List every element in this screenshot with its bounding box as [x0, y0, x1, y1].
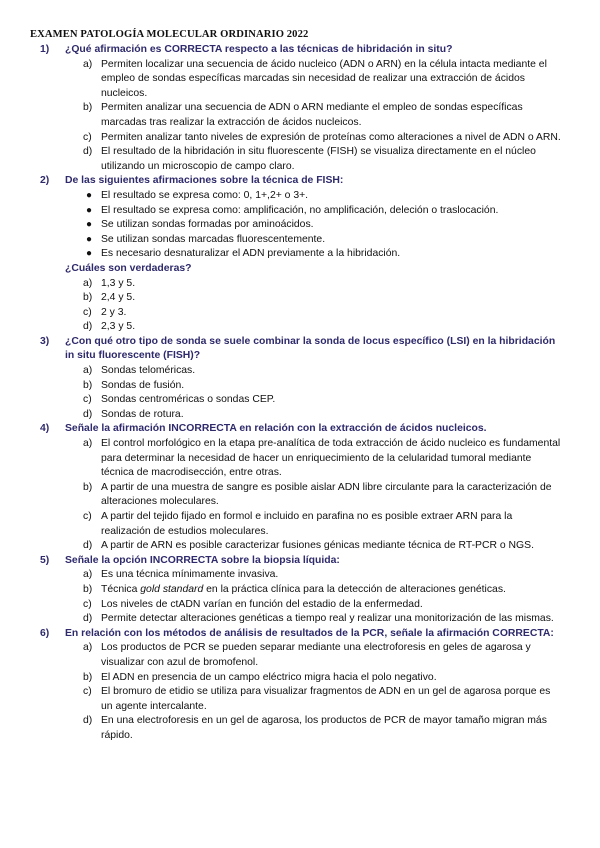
option-text: Permiten analizar una secuencia de ADN o ARN mediante el empleo de sondas específicas marcadas tras realizar la extracción de ácidos nucleicos.	[101, 102, 523, 128]
option-d	[0, 539, 600, 554]
option-letter: a)	[83, 58, 93, 70]
option-text: El resultado de la hibridación in situ fluorescente (FISH) se visualiza directamente en el núcleo utilizando un microscopio de campo claro.	[101, 146, 536, 172]
question-text: Señale la afirmación INCORRECTA en relación con la extracción de ácidos nucleicos.	[65, 423, 487, 435]
option-letter: d)	[83, 613, 93, 625]
option-letter: d)	[83, 715, 93, 727]
option-d	[0, 145, 600, 174]
option-letter: d)	[83, 540, 93, 552]
statement-text: Se utilizan sondas marcadas fluorescentemente.	[101, 233, 326, 245]
option-letter: b)	[83, 292, 93, 304]
option-letter: d)	[83, 408, 93, 420]
option-text: 2,4 y 5.	[101, 292, 136, 304]
option-text: 1,3 y 5.	[101, 277, 136, 289]
option-letter: a)	[83, 365, 93, 377]
option-b	[0, 379, 600, 394]
option-letter: b)	[83, 481, 93, 493]
question-text: ¿Qué afirmación es CORRECTA respecto a las técnicas de hibridación in situ?	[65, 44, 453, 55]
option-text: 2,3 y 5.	[101, 321, 136, 333]
document-title: EXAMEN PATOLOGÍA MOLECULAR ORDINARIO 2022	[30, 29, 309, 40]
option-list	[0, 277, 600, 335]
option-d	[0, 320, 600, 335]
option-letter: a)	[83, 277, 93, 289]
statement-text: Es necesario desnaturalizar el ADN previamente a la hibridación.	[101, 248, 401, 260]
statement-item	[0, 189, 600, 204]
option-b	[0, 671, 600, 686]
question-header	[0, 627, 600, 642]
option-text: El bromuro de etidio se utiliza para visualizar fragmentos de ADN en un gel de agarosa porque es un agente intercalante.	[101, 686, 551, 712]
option-text: Los niveles de ctADN varían en función del estadio de la enfermedad.	[101, 598, 423, 610]
bullet-icon: ●	[86, 233, 93, 245]
option-list	[0, 58, 600, 175]
statement-text: Se utilizan sondas formadas por aminoácidos.	[101, 219, 314, 231]
question-header	[0, 554, 600, 569]
option-letter: c)	[83, 131, 92, 143]
question-5	[0, 554, 600, 627]
question-6	[0, 627, 600, 744]
option-a	[0, 277, 600, 292]
option-letter: c)	[83, 511, 92, 522]
bullet-icon: ●	[86, 248, 93, 260]
bullet-icon: ●	[86, 189, 93, 201]
question-4	[0, 422, 600, 553]
option-text: El ADN en presencia de un campo eléctrico migra hacia el polo negativo.	[101, 671, 437, 683]
option-text: A partir de una muestra de sangre es posible aislar ADN libre circulante para la caracterización de alteraciones moleculares.	[101, 481, 552, 508]
question-number: 1)	[40, 44, 50, 55]
statement-item	[0, 247, 600, 262]
option-c	[0, 598, 600, 613]
question-number: 4)	[40, 423, 50, 435]
option-text: Sondas de rotura.	[101, 408, 184, 420]
question-number: 2)	[40, 175, 50, 187]
question-header	[0, 174, 600, 189]
option-list	[0, 437, 600, 554]
option-text: A partir de ARN es posible caracterizar fusiones génicas mediante técnica de RT-PCR o NGS.	[101, 540, 534, 552]
option-letter: d)	[83, 321, 93, 333]
question-header	[0, 335, 600, 364]
option-text: Los productos de PCR se pueden separar mediante una electroforesis en geles de agarosa y visualizar con azul de bromofenol.	[101, 642, 531, 668]
option-letter: c)	[83, 394, 92, 406]
option-text-before: Técnica	[101, 583, 141, 595]
option-c	[0, 306, 600, 321]
statement-item	[0, 218, 600, 233]
option-letter: b)	[83, 379, 93, 391]
option-text: El control morfológico en la etapa pre-analítica de toda extracción de ácido nucleico es fundamental para determinar la necesidad de hacer un enriquecimiento de la celularidad tumoral mediante técnica de macrodisección, entre otras.	[101, 438, 561, 479]
option-text: Sondas centroméricas o sondas CEP.	[101, 394, 276, 406]
option-text: Es una técnica mínimamente invasiva.	[101, 569, 279, 581]
option-letter: b)	[83, 102, 93, 114]
bullet-icon: ●	[86, 204, 93, 216]
statement-item	[0, 204, 600, 219]
option-list	[0, 641, 600, 743]
option-c	[0, 685, 600, 714]
option-text: Sondas teloméricas.	[101, 365, 196, 377]
option-letter: c)	[83, 686, 92, 698]
option-text	[101, 584, 506, 595]
option-b	[0, 291, 600, 306]
option-b	[0, 583, 600, 598]
statement-text: El resultado se expresa como: amplificación, no amplificación, deleción o traslocación.	[101, 204, 499, 216]
statement-list	[0, 189, 600, 262]
option-text: Permite detectar alteraciones genéticas a tiempo real y realizar una monitorización de las mismas.	[101, 613, 554, 625]
option-list	[0, 568, 600, 626]
option-b	[0, 101, 600, 130]
option-letter: a)	[83, 569, 93, 581]
option-letter: a)	[83, 642, 93, 654]
question-number: 6)	[40, 627, 50, 639]
question-number: 3)	[40, 335, 50, 347]
option-c	[0, 393, 600, 408]
question-header	[0, 422, 600, 437]
option-a	[0, 58, 600, 102]
option-letter: c)	[83, 306, 92, 318]
option-text-italic: gold standard	[140, 583, 204, 595]
option-text: Sondas de fusión.	[101, 379, 185, 391]
option-text: Permiten localizar una secuencia de ácido nucleico (ADN o ARN) en la célula intacta mediante el empleo de sondas específicas marcadas sin necesidad de realizar una extracción de ácidos nucleicos.	[101, 58, 547, 99]
option-letter: c)	[83, 598, 92, 610]
option-b	[0, 481, 600, 510]
question-text: De las siguientes afirmaciones sobre la técnica de FISH:	[65, 175, 344, 187]
option-text: 2 y 3.	[101, 306, 127, 318]
option-text: Permiten analizar tanto niveles de expresión de proteínas como alteraciones a nivel de ADN o ARN.	[101, 131, 561, 143]
option-a	[0, 641, 600, 670]
option-letter: b)	[83, 583, 93, 595]
option-text: En una electroforesis en un gel de agarosa, los productos de PCR de mayor tamaño migran más rápido.	[101, 715, 547, 741]
option-c	[0, 131, 600, 146]
option-letter: b)	[83, 671, 93, 683]
question-1	[0, 43, 600, 174]
option-a	[0, 364, 600, 379]
question-text: Señale la opción INCORRECTA sobre la biopsia líquida:	[65, 554, 340, 566]
question-2	[0, 174, 600, 335]
option-d	[0, 612, 600, 627]
statement-item	[0, 233, 600, 248]
question-header	[0, 43, 600, 58]
question-number: 5)	[40, 554, 50, 566]
statement-text: El resultado se expresa como: 0, 1+,2+ o 3+.	[101, 189, 309, 201]
option-d	[0, 714, 600, 743]
option-d	[0, 408, 600, 423]
option-letter: a)	[83, 438, 93, 450]
option-c	[0, 510, 600, 539]
question-3	[0, 335, 600, 423]
option-letter: d)	[83, 146, 93, 158]
option-list	[0, 364, 600, 422]
sub-question: ¿Cuáles son verdaderas?	[65, 262, 192, 274]
question-text: En relación con los métodos de análisis de resultados de la PCR, señale la afirmación CORRECTA:	[65, 627, 554, 639]
question-text: ¿Con qué otro tipo de sonda se suele combinar la sonda de locus específico (LSI) en la hibridación in situ fluorescente (FISH)?	[65, 335, 556, 362]
bullet-icon: ●	[86, 219, 93, 231]
option-text-after: en la práctica clínica para la detección de alteraciones genéticas.	[203, 583, 506, 595]
option-a	[0, 437, 600, 481]
question-list	[0, 43, 600, 744]
option-a	[0, 568, 600, 583]
option-text: A partir del tejido fijado en formol e incluido en parafina no es posible extraer ARN para la realización de estudios moleculares.	[101, 511, 513, 537]
